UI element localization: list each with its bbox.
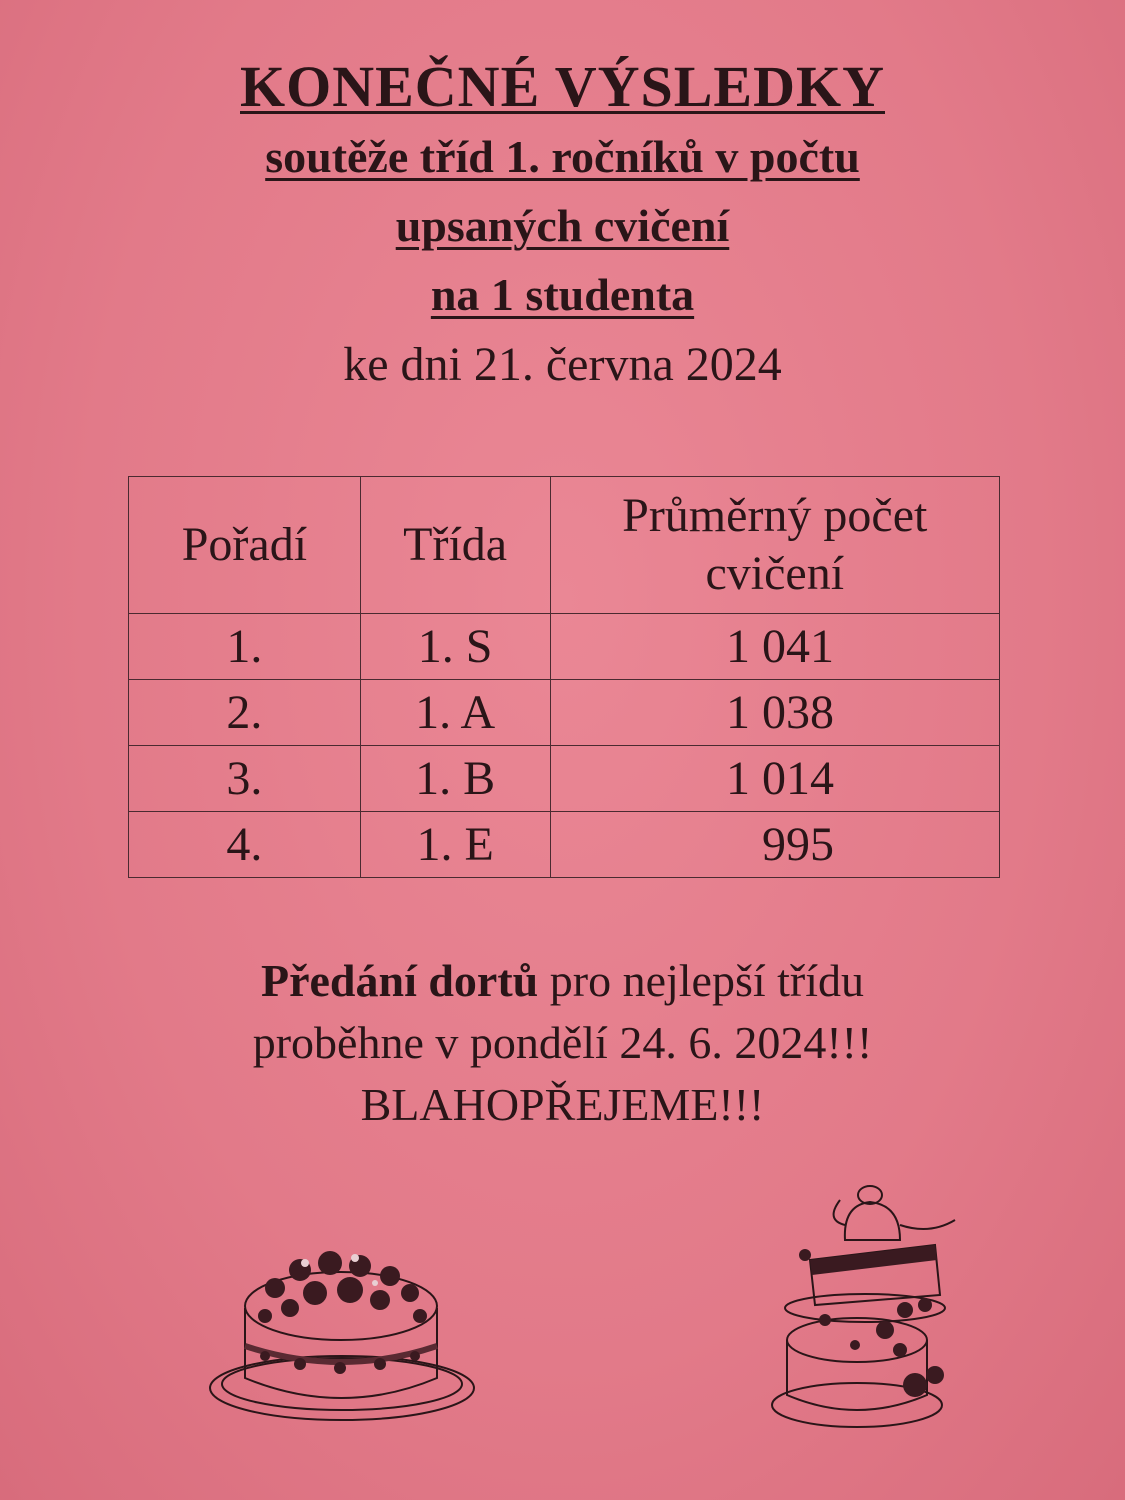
- rank-cell: 3.: [129, 746, 361, 812]
- average-cell: 1 041: [550, 614, 999, 680]
- header-class: Třída: [360, 477, 550, 614]
- teapot-cake-icon: [765, 1180, 965, 1430]
- subtitle-line-2: upsaných cvičení: [395, 200, 730, 251]
- average-cell: 1 014: [550, 746, 999, 812]
- title-block: [0, 52, 1125, 401]
- table-header-row: [129, 477, 1000, 614]
- header-average: Průměrný počet cvičení: [550, 477, 999, 614]
- table-row: [129, 746, 1000, 812]
- date-line: ke dni 21. června 2024: [343, 338, 782, 391]
- notice-line-1: [0, 950, 1125, 1012]
- class-cell: 1. E: [360, 812, 550, 878]
- results-table: [128, 476, 1000, 878]
- table-row: [129, 614, 1000, 680]
- notice-line-2: proběhne v pondělí 24. 6. 2024!!!: [252, 1017, 873, 1068]
- cake-icon: [205, 1238, 480, 1433]
- subtitle-line-3: na 1 studenta: [430, 269, 695, 320]
- notice-rest: pro nejlepší třídu: [538, 955, 865, 1006]
- notice-bold: Předání dortů: [260, 955, 539, 1006]
- class-cell: 1. B: [360, 746, 550, 812]
- table-row: [129, 680, 1000, 746]
- rank-cell: 2.: [129, 680, 361, 746]
- class-cell: 1. S: [360, 614, 550, 680]
- table-row: [129, 812, 1000, 878]
- page-title: KONEČNÉ VÝSLEDKY: [240, 54, 885, 119]
- class-cell: 1. A: [360, 680, 550, 746]
- average-cell: 995: [550, 812, 999, 878]
- rank-cell: 1.: [129, 614, 361, 680]
- notice-line-3: BLAHOPŘEJEME!!!: [360, 1079, 765, 1130]
- subtitle-line-1: soutěže tříd 1. ročníků v počtu: [265, 131, 860, 182]
- notice-block: [0, 950, 1125, 1136]
- header-rank: Pořadí: [129, 477, 361, 614]
- rank-cell: 4.: [129, 812, 361, 878]
- average-cell: 1 038: [550, 680, 999, 746]
